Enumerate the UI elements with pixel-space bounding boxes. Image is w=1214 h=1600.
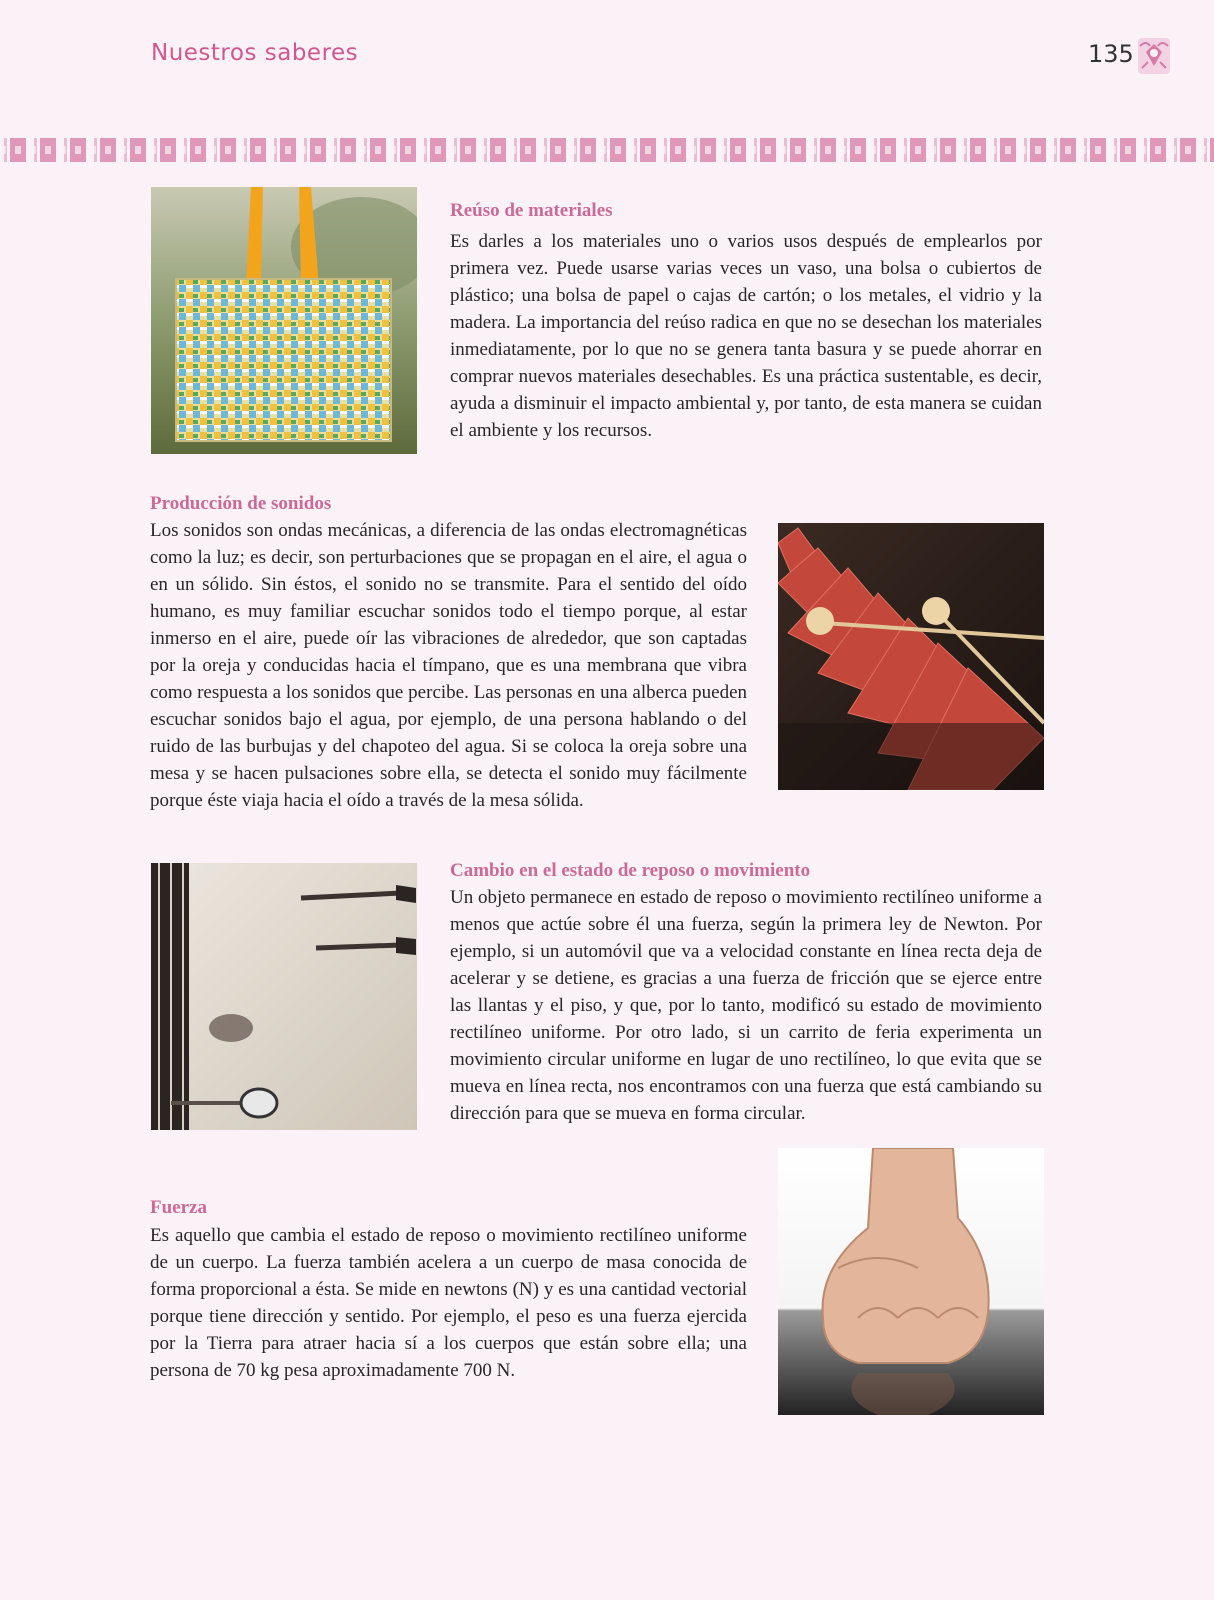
section-body-cambio: Un objeto permanece en estado de reposo o movimiento rectilíneo uniforme a menos que actúe sobre él una fuerza, según la primera ley de Newton. Por ejemplo, si un automóvil que va a velocidad constante en línea recta deja de acelerar y se detiene, es gracias a una fuerza de fricción que se ejerce entre las llantas y el piso, y que, por lo tanto, modificó su estado de movimiento rectilíneo uniforme. Por otro lado, si un carrito de feria experimenta un movimiento circular uniforme en lugar de uno rectilíneo, lo que evita que se mueva en línea recta, nos encontramos con una fuerza que está cambiando su dirección para que se mueva en forma circular. <box>450 887 1042 1124</box>
clenched-fist-photo <box>778 1148 1044 1415</box>
section-title-fuerza: Fuerza <box>150 1197 207 1218</box>
running-header: Nuestros saberes <box>151 40 359 66</box>
darts-on-dartboard-photo <box>151 863 417 1130</box>
section-title-cambio: Cambio en el estado de reposo o movimiento <box>450 860 811 881</box>
decorative-border <box>0 138 1214 162</box>
xylophone-mallets-photo <box>778 523 1044 790</box>
page-number: 135 <box>1088 40 1134 68</box>
section-title-reuso: Reúso de materiales <box>450 200 613 221</box>
section-body-reuso: Es darles a los materiales uno o varios usos después de emplearlos por primera vez. Puede usarse varias veces un vaso, una bolsa o cubiertos de plástico; una bolsa de papel o cajas de cartón; o los metales, el vidrio y la madera. La importancia del reúso radica en que no se desechan los materiales inmediatamente, por lo que no se genera tanta basura y se puede ahorrar en comprar nuevos materiales desechables. Es una práctica sustentable, es decir, ayuda a disminuir el impacto ambiental y, por tanto, de esta manera se cuidan el ambiente y los recursos. <box>450 231 1042 441</box>
woven-wrapper-bag-photo <box>151 187 417 454</box>
section-title-sonidos: Producción de sonidos <box>150 493 332 514</box>
section-body-sonidos: Los sonidos son ondas mecánicas, a diferencia de las ondas electromagnéticas como la luz; es decir, son perturbaciones que se propagan en el aire, el agua o en un sólido. Sin éstos, el sonido no se transmite. Para el sentido del oído humano, es muy familiar escuchar sonidos todo el tiempo porque, al estar inmerso en el aire, puede oír las vibraciones de alrededor, que son captadas por la oreja y conducidas hacia el tímpano, que es una membrana que vibra como respuesta a los sonidos que percibe. Las personas en una alberca pueden escuchar sonidos bajo el agua, por ejemplo, de una persona hablando o del ruido de las burbujas y del chapoteo del agua. Si se coloca la oreja sobre una mesa y se hacen pulsaciones sobre ella, se detecta el sonido muy fácilmente porque éste viaja hacia el oído a través de la mesa sólida. <box>150 520 747 811</box>
section-body-fuerza: Es aquello que cambia el estado de reposo o movimiento rectilíneo uniforme de un cuerpo. La fuerza también acelera a un cuerpo de masa conocida de forma proporcional a ésta. Se mide en newtons (N) y es una cantidad vectorial porque tiene dirección y sentido. Por ejemplo, el peso es una fuerza ejercida por la Tierra para atraer hacia sí a los cuerpos que están sobre ella; una persona de 70 kg pesa aproximadamente 700 N. <box>150 1225 747 1381</box>
decorative-emblem-icon <box>1136 36 1172 76</box>
